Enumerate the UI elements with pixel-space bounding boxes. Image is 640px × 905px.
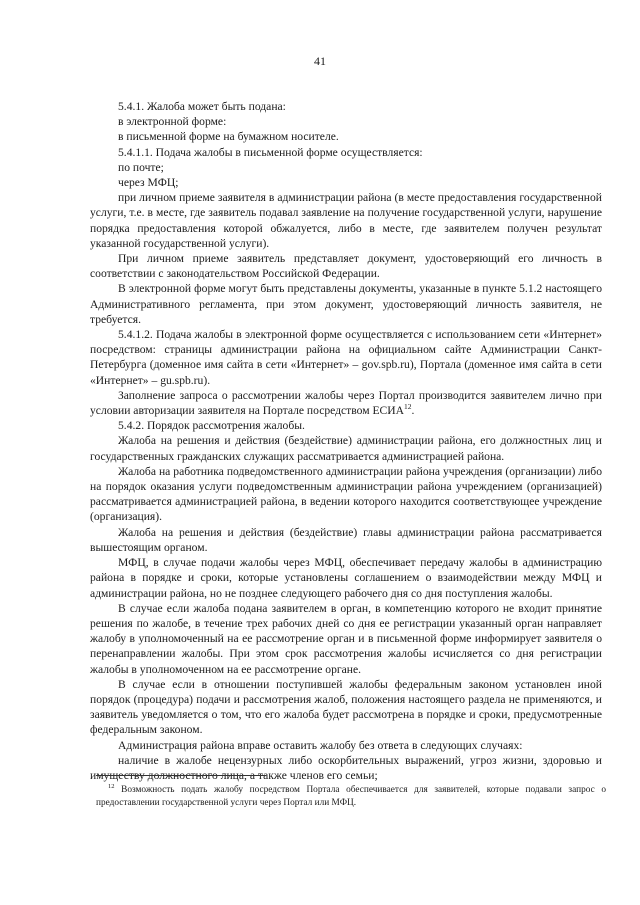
footnote-divider: [96, 775, 266, 776]
document-body: [90, 99, 602, 783]
list-item-electronic-form: в электронной форме:: [118, 115, 227, 129]
list-item-obscene-language: наличие в жалобе нецензурных либо оскорбительных выражений, угроз жизни, здоровью и имуществу должностного лица, а также членов его семьи;: [90, 753, 602, 782]
footnote-text: Возможность подать жалобу посредством Портала обеспечивается для заявителей, которые подавали запрос о предоставлении государственной услуги через Портал или МФЦ.: [96, 785, 606, 808]
paragraph-5-4-1-1: 5.4.1.1. Подача жалобы в письменной форме осуществляется:: [118, 145, 423, 159]
footnote-reference-12[interactable]: 12: [404, 402, 412, 412]
paragraph-5-4-1-2: 5.4.1.2. Подача жалобы в электронной форме осуществляется с использованием сети «Интернет» посредством: страницы администрации района на официальном сайте Администрации Санкт-Петербурга (доменное имя сайта в сети «Интернет» – gov.spb.ru), Портала (доменное имя сайта в сети «Интернет» – gu.spb.ru).: [90, 328, 602, 387]
paragraph-wrong-authority: В случае если жалоба подана заявителем в орган, в компетенцию которого не входит принятие решения по жалобе, в течение трех рабочих дней со дня ее регистрации указанный орган направляет жалобу в уполномоченный на ее рассмотрение орган и в письменной форме информирует заявителя о перенаправлении жалобы. При этом срок рассмотрения жалобы исчисляется со дня регистрации жалобы в уполномоченном на ее рассмотрение органе.: [90, 601, 602, 676]
list-item-personal-reception: при личном приеме заявителя в администрации района (в месте предоставления государственной услуги, т.е. в месте, где заявитель подавал заявление на получение государственной услуги, нарушение порядка предоставления которой обжалуется, либо в месте, где заявителем получен результат указанной государственной услуги).: [90, 191, 602, 250]
paragraph-subordinate-institution: Жалоба на работника подведомственного администрации района учреждения (организации) либо на порядок оказания услуги подведомственным администрации района учреждением (организацией) рассматривается администрацией района, в ведении которого находится соответствующее учреждение (организация).: [90, 464, 602, 524]
list-item-via-mfc: через МФЦ;: [118, 176, 179, 190]
portal-request-period: .: [411, 404, 415, 418]
portal-request-text: Заполнение запроса о рассмотрении жалобы через Портал производится заявителем лично при условии авторизации заявителя на Портале посредством ЕСИА: [90, 388, 602, 418]
paragraph-administration-review: Жалоба на решения и действия (бездействие) администрации района, его должностных лиц и государственных гражданских служащих рассматривается администрацией района.: [90, 434, 602, 463]
paragraph-mfc-transfer: МФЦ, в случае подачи жалобы через МФЦ, обеспечивает передачу жалобы в администрацию района в порядке и сроки, которые установлены соглашением о взаимодействии между МФЦ и администрации района, но не позднее следующего рабочего дня со дня поступления жалобы.: [90, 556, 602, 600]
list-item-by-mail: по почте;: [118, 160, 164, 174]
list-item-paper-form: в письменной форме на бумажном носителе.: [118, 130, 339, 144]
paragraph-federal-law: В случае если в отношении поступившей жалобы федеральным законом установлен иной порядок (процедура) подачи и рассмотрения жалоб, положения настоящего раздела не применяются, и заявитель уведомляется о том, что его жалоба будет рассмотрена в порядке и сроки, предусмотренные федеральным законом.: [90, 677, 602, 737]
paragraph-electronic-documents: В электронной форме могут быть представлены документы, указанные в пункте 5.1.2 настоящего Административного регламента, при этом документ, удостоверяющий личность заявителя, не требуется.: [90, 282, 602, 326]
paragraph-identity-document: При личном приеме заявитель представляет документ, удостоверяющий его личность в соответствии с законодательством Российской Федерации.: [90, 252, 602, 281]
paragraph-5-4-1: 5.4.1. Жалоба может быть подана:: [118, 100, 286, 113]
footnote-mark: 12: [108, 782, 115, 790]
paragraph-portal-request: [90, 388, 602, 418]
footnote-12: [96, 784, 606, 810]
paragraph-head-of-administration: Жалоба на решения и действия (бездействие) главы администрации района рассматривается вышестоящим органом.: [90, 525, 602, 554]
page-number: 41: [314, 54, 326, 68]
paragraph-5-4-2: 5.4.2. Порядок рассмотрения жалобы.: [118, 419, 305, 433]
paragraph-no-response-cases: Администрация района вправе оставить жалобу без ответа в следующих случаях:: [118, 738, 523, 752]
